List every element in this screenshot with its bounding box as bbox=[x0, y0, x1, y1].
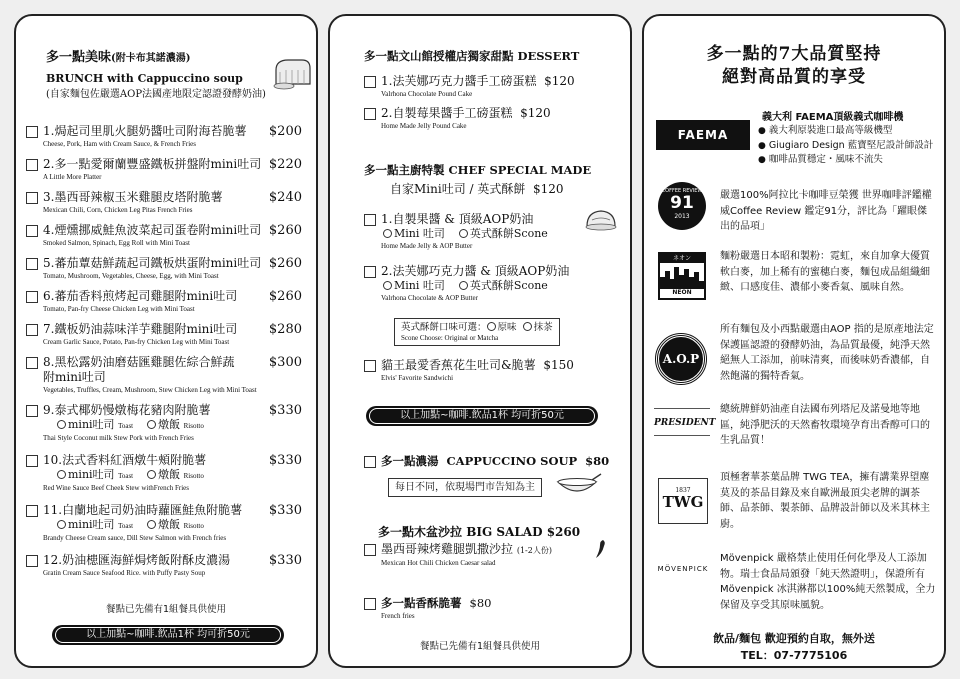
faema-points bbox=[758, 124, 933, 168]
faema-title: 義大利 FAEMA頂級義式咖啡機 bbox=[762, 112, 904, 123]
item-price: $330 bbox=[268, 503, 302, 518]
item-price: $300 bbox=[268, 355, 302, 370]
item-price: $150 bbox=[543, 358, 574, 372]
item-price: $240 bbox=[268, 190, 302, 205]
checkbox[interactable] bbox=[364, 266, 376, 278]
item-options bbox=[381, 227, 616, 241]
checkbox[interactable] bbox=[26, 192, 38, 204]
menu-item[interactable] bbox=[364, 358, 616, 390]
brunch-subtitle: (自家麵包佐嚴選AOP法國產地限定認證發酵奶油) bbox=[46, 89, 266, 100]
item-name-en: Red Wine Sauce Beef Cheek Stew withFrench Fries bbox=[43, 484, 189, 492]
twg-logo-text: TWG bbox=[662, 493, 704, 511]
menu-item[interactable] bbox=[364, 542, 616, 578]
brunch-title-en: BRUNCH with Cappuccino soup bbox=[46, 72, 243, 85]
twg-year: 1837 bbox=[675, 487, 691, 494]
chef-special-sub bbox=[390, 182, 564, 197]
item-name: 2.多一點愛爾蘭豐盛鐵板拼盤附mini吐司 bbox=[43, 157, 262, 171]
item-name: 11.白蘭地起司奶油時蘿匯鮭魚附脆薯 bbox=[43, 503, 243, 517]
faema-point: ● 咖啡品質穩定・風味不流失 bbox=[758, 153, 933, 168]
item-name-en: Elvis' Favorite Sandwichi bbox=[381, 374, 454, 382]
salad-title-zh: 多一點木盆沙拉 bbox=[378, 525, 463, 539]
radio-option-mini-toast[interactable] bbox=[383, 229, 392, 238]
item-name-en: Smoked Salmon, Spinach, Egg Roll with Mini Toast bbox=[43, 239, 190, 247]
city-skyline-icon bbox=[660, 263, 704, 289]
item-options bbox=[43, 418, 302, 433]
option-label: 抹茶 bbox=[533, 322, 553, 333]
checkbox[interactable] bbox=[26, 555, 38, 567]
option-label: mini吐司 bbox=[68, 418, 115, 431]
movenpick-text: Mövenpick 嚴格禁止使用任何化學及人工添加物。瑞士食品局頒發「純天然證明」，保證所有Mövenpick 冰淇淋都以100%純天然製成，全力保留及享受其原味風貌。 bbox=[720, 553, 936, 611]
radio-option-scone[interactable] bbox=[459, 281, 468, 290]
coffee-review-badge bbox=[658, 182, 706, 230]
option-label: Mini 吐司 bbox=[394, 279, 445, 292]
radio-option-toast[interactable] bbox=[57, 420, 66, 429]
fries-item bbox=[364, 596, 616, 628]
checkbox[interactable] bbox=[26, 225, 38, 237]
menu-item[interactable] bbox=[364, 264, 616, 316]
item-name-en: Home Made Jelly Pound Cake bbox=[381, 122, 467, 130]
item-name-en: Mexican Chili, Corn, Chicken Leg Pitas French Fries bbox=[43, 206, 193, 214]
item-name-en: Valrhona Chocolate Pound Cake bbox=[381, 90, 473, 98]
elvis-item bbox=[364, 358, 616, 390]
option-label: mini吐司 bbox=[68, 468, 115, 481]
soup-note-box: 每日不同，依現場門市告知為主 bbox=[388, 478, 542, 497]
checkbox[interactable] bbox=[26, 455, 38, 467]
item-name: 2.自製莓果醬手工磅蛋糕 bbox=[381, 106, 513, 120]
menu-item[interactable] bbox=[26, 256, 302, 289]
option-label-en: Toast bbox=[118, 472, 134, 480]
menu-item[interactable] bbox=[26, 403, 302, 453]
chef-price: $120 bbox=[533, 182, 564, 196]
item-options bbox=[43, 468, 302, 483]
salad-title-en: BIG SALAD bbox=[466, 525, 543, 539]
item-name: 10.法式香料紅酒燉牛頰附脆薯 bbox=[43, 453, 207, 467]
item-name-en: Vegetables, Truffles, Cream, Mushroom, Stew Chicken Leg with Mini Toast bbox=[43, 386, 257, 394]
scone-icon bbox=[584, 206, 618, 232]
item-options bbox=[381, 279, 616, 293]
radio-option-toast[interactable] bbox=[57, 470, 66, 479]
soup-bowl-icon bbox=[552, 472, 602, 498]
checkbox[interactable] bbox=[364, 108, 376, 120]
contact-footer bbox=[644, 630, 944, 664]
item-name-en: Brandy Cheese Cream sauce, Dill Stew Salmon with French fries bbox=[43, 534, 227, 542]
quality-panel bbox=[642, 14, 946, 668]
discount-banner: 以上加點~咖啡.飲品1杯 均可折50元 bbox=[52, 625, 284, 645]
checkbox[interactable] bbox=[26, 126, 38, 138]
neon-logo-top: ネオン bbox=[660, 254, 704, 263]
item-name-en: Tomato, Pan-fry Cheese Chicken Leg with Mini Toast bbox=[43, 305, 195, 313]
checkbox[interactable] bbox=[364, 544, 376, 556]
item-name: 8.黑松露奶油磨菇匯雞腿佐綜合鮮蔬 bbox=[43, 355, 235, 369]
menu-item[interactable] bbox=[26, 289, 302, 322]
radio-option-risotto[interactable] bbox=[147, 470, 156, 479]
radio-option-risotto[interactable] bbox=[147, 420, 156, 429]
item-name-en: Mexican Hot Chili Chicken Caesar salad bbox=[381, 559, 496, 567]
menu-item[interactable] bbox=[26, 503, 302, 553]
item-name: 12.奶油槵匯海鮮焗烤飯附酥皮濃湯 bbox=[43, 553, 231, 567]
neon-logo-bottom: NEON bbox=[672, 289, 692, 296]
quality-title-line1: 多一點的7大品質堅持 bbox=[706, 44, 882, 64]
item-price: $330 bbox=[268, 403, 302, 418]
dessert-list bbox=[364, 74, 616, 138]
checkbox[interactable] bbox=[364, 76, 376, 88]
item-name-en: Thai Style Coconut milk Stew Pork with French Fries bbox=[43, 434, 194, 442]
coffee-text: 嚴選100%阿拉比卡咖啡豆榮獲 世界咖啡評鑑權威Coffee Review 鑑定91分，評比為「躍眼傑出的品項」 bbox=[720, 190, 932, 232]
item-price: $330 bbox=[268, 453, 302, 468]
faema-logo: FAEMA bbox=[656, 120, 750, 150]
neon-logo bbox=[658, 252, 706, 300]
scone-flavor-box bbox=[394, 318, 560, 346]
item-name-en: Valrhona Chocolate & AOP Butter bbox=[381, 294, 478, 302]
menu-item[interactable] bbox=[26, 124, 302, 157]
item-name-line2: 附mini吐司 bbox=[43, 370, 106, 384]
brunch-item-list bbox=[26, 124, 302, 586]
option-label: mini吐司 bbox=[68, 518, 115, 531]
utensils-note: 餐點已先備有1組餐具供使用 bbox=[105, 604, 227, 615]
item-price: $280 bbox=[268, 322, 302, 337]
item-options bbox=[43, 518, 302, 533]
radio-option-mini-toast[interactable] bbox=[383, 281, 392, 290]
faema-point: ● Giugiaro Design 藍寶堅尼設計師設計 bbox=[758, 139, 933, 154]
item-name-en: Cream Garlic Sauce, Potato, Pan-fry Chicken Leg with Mini Toast bbox=[43, 338, 230, 346]
chef-sub-label: 自家Mini吐司 / 英式酥餅 bbox=[390, 182, 526, 196]
coffee-review-score: 91 bbox=[670, 193, 694, 213]
item-price: $220 bbox=[268, 157, 302, 172]
bread-icon bbox=[272, 56, 312, 90]
item-name-en: A Little More Platter bbox=[43, 173, 102, 181]
menu-item[interactable] bbox=[26, 157, 302, 190]
item-name: 1.自製果醬 & 頂級AOP奶油 bbox=[381, 212, 534, 226]
item-serving: (1-2人份) bbox=[516, 546, 552, 555]
discount-banner: 以上加點~咖啡.飲品1杯 均可折50元 bbox=[366, 406, 598, 426]
chef-special-title: 多一點主廚特製 CHEF SPECIAL MADE bbox=[364, 163, 592, 177]
menu-item[interactable] bbox=[26, 223, 302, 256]
scone-flavor-label: 英式酥餅口味可選： bbox=[401, 322, 487, 333]
option-label-en: Risotto bbox=[183, 522, 204, 530]
item-name: 9.泰式椰奶慢燉梅花豬肉附脆薯 bbox=[43, 403, 211, 417]
option-label: 燉飯 bbox=[158, 468, 181, 481]
item-name: 多一點香酥脆薯 bbox=[381, 596, 462, 610]
checkbox[interactable] bbox=[364, 598, 376, 610]
scone-flavor-en: Scone Choose: Original or Matcha bbox=[401, 334, 499, 342]
brunch-menu-panel bbox=[14, 14, 318, 668]
checkbox[interactable] bbox=[26, 258, 38, 270]
item-name-en: Gratin Cream Sauce Seafood Rice. with Puffy Pasty Soup bbox=[43, 569, 206, 577]
item-name-en: Tomato, Mushroom, Vegetables, Cheese, Egg, with Mini Toast bbox=[43, 272, 219, 280]
menu-item[interactable] bbox=[26, 355, 302, 403]
salad-price: $260 bbox=[546, 525, 581, 539]
item-price: $200 bbox=[268, 124, 302, 139]
twg-logo bbox=[658, 478, 708, 524]
checkbox[interactable] bbox=[26, 505, 38, 517]
president-logo: PRESIDENT bbox=[654, 408, 710, 436]
menu-item[interactable] bbox=[364, 106, 616, 138]
checkbox[interactable] bbox=[26, 324, 38, 336]
aop-text: 所有麵包及小西點嚴選由AOP 指的是原產地法定保護區認證的發酵奶油，為品質最優，純淨天然絕無人工添加，前味清爽，而後味奶香濃郁，自然飽滿的獨特香氣。 bbox=[720, 324, 934, 382]
dessert-menu-panel bbox=[328, 14, 632, 668]
option-label-en: Risotto bbox=[183, 472, 204, 480]
menu-item[interactable] bbox=[364, 74, 616, 106]
item-price: $260 bbox=[268, 223, 302, 238]
movenpick-logo: MÖVENPICK bbox=[657, 565, 709, 573]
twg-text: 頂極奢華茶葉品牌 TWG TEA，擁有講業界望塵莫及的茶品目錄及來自歐洲最頂尖老牌的調茶師、品茶師、製茶師、品牌設計師以及米其林主廚。 bbox=[720, 472, 930, 530]
brunch-title: 多一點美味 bbox=[46, 50, 112, 65]
checkbox[interactable] bbox=[26, 405, 38, 417]
option-label: 燉飯 bbox=[158, 418, 181, 431]
checkbox[interactable] bbox=[26, 291, 38, 303]
menu-item[interactable] bbox=[26, 322, 302, 355]
option-label: 英式酥餅Scone bbox=[469, 279, 548, 292]
brunch-title-note: (附卡布其諾濃湯) bbox=[111, 53, 191, 64]
item-name: 墨西哥辣烤雞腿凱撒沙拉 bbox=[381, 542, 514, 556]
utensils-note: 餐點已先備有1組餐具供使用 bbox=[419, 641, 541, 652]
radio-option-matcha[interactable] bbox=[523, 322, 532, 331]
salad-title bbox=[378, 523, 580, 540]
item-name: 1.法芙娜巧克力醬手工磅蛋糕 bbox=[381, 74, 537, 88]
item-name-en: French fries bbox=[381, 612, 415, 620]
dessert-title: 多一點文山館授權店獨家甜點 DESSERT bbox=[364, 49, 580, 63]
soup-name-en: CAPPUCCINO SOUP bbox=[446, 454, 578, 468]
item-name: 4.煙燻挪威鮭魚波菜起司蛋卷附mini吐司 bbox=[43, 223, 262, 237]
item-name: 1.焗起司里肌火腿奶醬吐司附海苔脆薯 bbox=[43, 124, 247, 138]
item-name: 3.墨西哥辣椒玉米雞腿皮塔附脆薯 bbox=[43, 190, 223, 204]
item-name: 貓王最愛香蕉花生吐司&脆薯 bbox=[381, 358, 536, 372]
menu-item[interactable] bbox=[364, 596, 616, 628]
option-label-en: Risotto bbox=[183, 422, 204, 430]
checkbox[interactable] bbox=[364, 214, 376, 226]
item-price: $260 bbox=[268, 256, 302, 271]
menu-item[interactable] bbox=[26, 553, 302, 586]
radio-option-risotto[interactable] bbox=[147, 520, 156, 529]
faema-point: ● 義大利原裝進口最高等級機型 bbox=[758, 124, 933, 139]
phone-number: TEL：07-7775106 bbox=[740, 649, 848, 662]
option-label: 燉飯 bbox=[158, 518, 181, 531]
checkbox[interactable] bbox=[26, 159, 38, 171]
item-price: $120 bbox=[544, 74, 575, 88]
item-name: 7.鐵板奶油蒜味洋芋雞腿附mini吐司 bbox=[43, 322, 238, 336]
flour-text: 麵粉嚴選日本昭和製粉：霓虹，來自加拿大優質軟白麥，加上稀有的蜜穗白麥，麵包成品組織細緻、口感度佳、濃郁小麥香氣、風味自然。 bbox=[720, 251, 930, 293]
radio-option-toast[interactable] bbox=[57, 520, 66, 529]
radio-option-scone[interactable] bbox=[459, 229, 468, 238]
item-price: $80 bbox=[469, 596, 492, 610]
menu-item[interactable] bbox=[26, 190, 302, 223]
item-price: $260 bbox=[268, 289, 302, 304]
pickup-note: 飲品/麵包 歡迎預約自取，無外送 bbox=[713, 632, 875, 645]
item-name: 6.蕃茄香料煎烤起司雞腿附mini吐司 bbox=[43, 289, 238, 303]
soup-name: 多一點濃湯 bbox=[381, 454, 439, 468]
menu-item[interactable] bbox=[26, 453, 302, 503]
chef-item-list bbox=[364, 212, 616, 316]
checkbox[interactable] bbox=[364, 456, 376, 468]
salad-item bbox=[364, 542, 616, 578]
item-price: $120 bbox=[520, 106, 551, 120]
item-name-en: Home Made Jelly & AOP Butter bbox=[381, 242, 473, 250]
option-label-en: Toast bbox=[118, 522, 134, 530]
aop-seal: A.O.P bbox=[656, 334, 706, 384]
radio-option-original[interactable] bbox=[487, 322, 496, 331]
quality-title bbox=[644, 43, 944, 89]
item-price: $330 bbox=[268, 553, 302, 568]
item-name-en: Cheese, Pork, Ham with Cream Sauce, & French Fries bbox=[43, 140, 196, 148]
coffee-review-year: 2013 bbox=[674, 213, 690, 220]
option-label: 英式酥餅Scone bbox=[469, 227, 548, 240]
item-name: 5.蕃茄蕈菇鮮蔬起司鐵板烘蛋附mini吐司 bbox=[43, 256, 262, 270]
option-label: Mini 吐司 bbox=[394, 227, 445, 240]
option-label-en: Toast bbox=[118, 422, 134, 430]
item-name: 2.法芙娜巧克力醬 & 頂級AOP奶油 bbox=[381, 264, 570, 278]
quality-title-line2: 絕對高品質的享受 bbox=[722, 67, 866, 87]
checkbox[interactable] bbox=[364, 360, 376, 372]
menu-item[interactable] bbox=[364, 212, 616, 264]
soup-price: $80 bbox=[585, 454, 610, 468]
chili-icon bbox=[594, 538, 608, 560]
coffee-review-top: COFFEE REVIEW bbox=[661, 188, 703, 194]
brunch-header bbox=[46, 50, 296, 102]
option-label: 原味 bbox=[497, 322, 517, 333]
checkbox[interactable] bbox=[26, 357, 38, 369]
president-text: 總統牌鮮奶油產自法國布列塔尼及諾曼地等地區，純淨肥沃的天然畜牧環境孕育出香醇可口的生乳品質！ bbox=[720, 404, 930, 446]
